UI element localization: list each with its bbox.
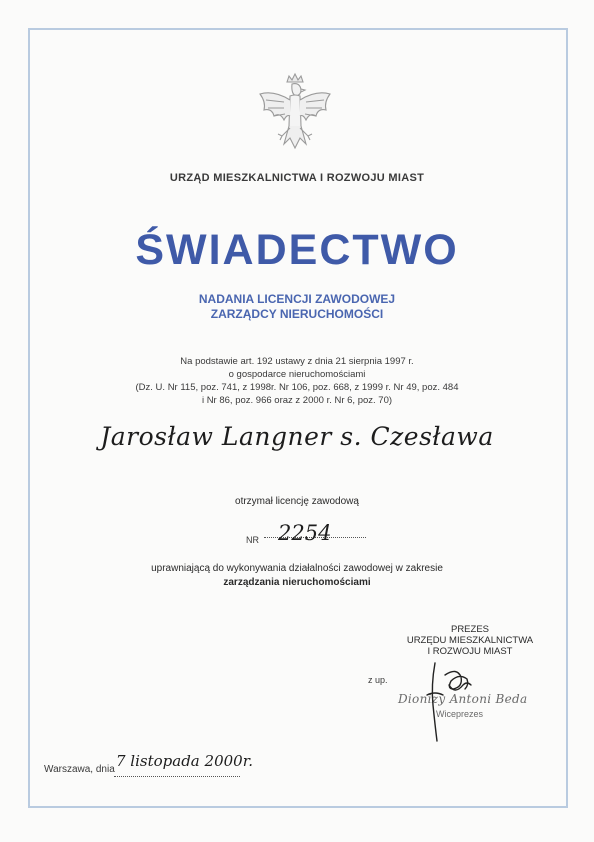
received-license-text: otrzymał licencję zawodową <box>235 496 359 507</box>
handwritten-signature-icon <box>405 655 485 745</box>
license-number-field <box>238 521 378 549</box>
holder-name-handwritten: Jarosław Langner s. Czesława <box>100 422 494 451</box>
subtitle-line-1: NADANIA LICENCJI ZAWODOWEJ <box>198 292 396 306</box>
license-number-label: NR <box>246 535 259 545</box>
signatory-line-1: PREZES <box>450 624 489 635</box>
document-title: ŚWIADECTWO <box>135 226 459 274</box>
signatory-stamp-role: Wiceprezes <box>436 709 484 719</box>
signatory-title-block <box>390 624 550 657</box>
signatory-line-3: I ROZWOJU MIAST <box>427 646 513 657</box>
legal-basis-line-1: Na podstawie art. 192 ustawy z dnia 21 sierpnia 1997 r. <box>180 356 414 367</box>
signatory-line-2: URZĘDU MIESZKALNICTWA <box>406 635 534 646</box>
subtitle-line-2: ZARZĄDCY NIERUCHOMOŚCI <box>210 307 384 321</box>
polish-eagle-emblem-icon <box>254 72 336 164</box>
legal-basis-line-4: i Nr 86, poz. 966 oraz z 2000 r. Nr 6, poz. 70) <box>201 395 393 406</box>
legal-basis-line-3: (Dz. U. Nr 115, poz. 741, z 1998r. Nr 106, poz. 668, z 1999 r. Nr 49, poz. 484 <box>135 382 459 393</box>
signatory-stamp-name: Dionizy Antoni Beda <box>398 692 528 706</box>
issuer-name: URZĄD MIESZKALNICTWA I ROZWOJU MIAST <box>169 172 425 184</box>
place-date-label: Warszawa, dnia <box>44 764 115 775</box>
license-number-value: 2254 <box>278 521 332 545</box>
on-behalf-label: z up. <box>368 675 388 685</box>
date-dotted-line <box>114 776 240 777</box>
scope-line-2: zarządzania nieruchomościami <box>223 577 371 588</box>
legal-basis-line-2: o gospodarce nieruchomościami <box>228 369 366 380</box>
scope-line-1: uprawniającą do wykonywania działalności zawodowej w zakresie <box>151 563 443 574</box>
issue-date-handwritten: 7 listopada 2000r. <box>116 752 253 770</box>
